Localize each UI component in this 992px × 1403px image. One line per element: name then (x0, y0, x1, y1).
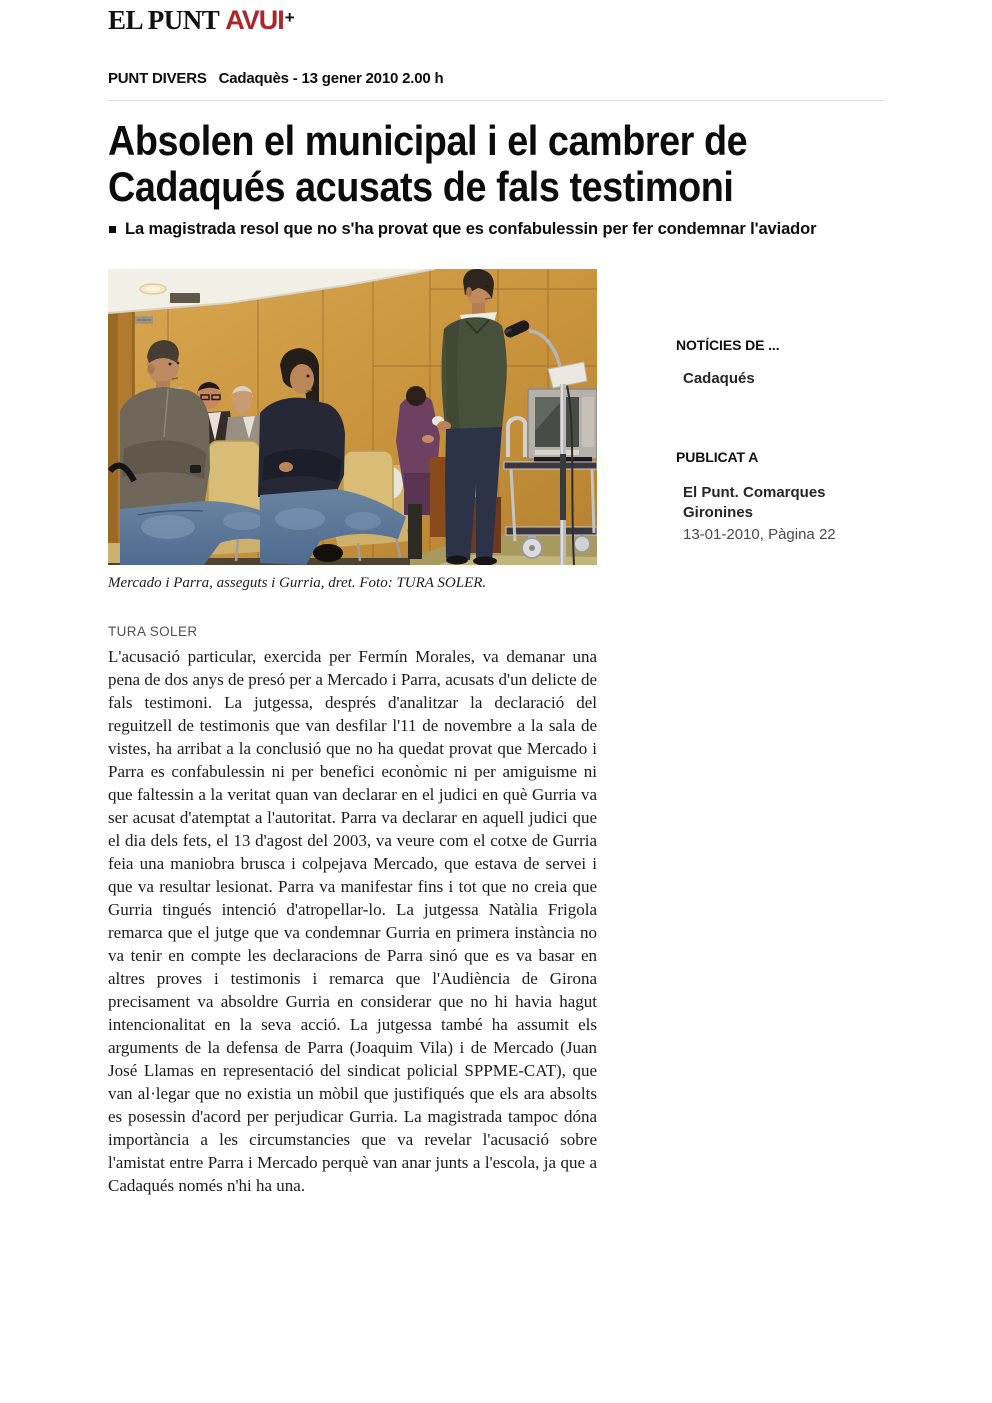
sidebar-topic-link[interactable]: Cadaqués (683, 370, 755, 387)
square-bullet-icon (109, 226, 116, 233)
subhead-text: La magistrada resol que no s'ha provat que es confabulessin per fer condemnar l'aviador (125, 220, 817, 238)
sidebar-published-block (676, 449, 884, 545)
article-column (108, 269, 597, 1214)
brand-logo-plus-icon: + (284, 7, 295, 27)
kicker (108, 70, 884, 87)
dateline: Cadaquès - 13 gener 2010 2.00 h (218, 70, 444, 87)
divider (108, 100, 884, 101)
sidebar-publication-link[interactable]: El Punt. Comarques Gironines (683, 484, 826, 521)
sidebar-published-label: PUBLICAT A (676, 449, 759, 465)
sidebar (676, 269, 884, 545)
page-title: Absolen el municipal i el cambrer de Cadaqués acusats de fals testimoni (108, 117, 748, 210)
photo-caption: Mercado i Parra, asseguts i Gurria, dret. Foto: TURA SOLER. (108, 575, 487, 591)
section-link[interactable]: PUNT DIVERS (108, 70, 207, 87)
brand-logo-elpunt: EL PUNT (108, 5, 220, 35)
article-photo (108, 269, 597, 565)
article-body: L'acusació particular, exercida per Fermín Morales, va demanar una pena de dos anys de presó per a Mercado i Parra, acusats d'un delicte de fals testimoni. La jutgessa, després d'analitzar la declaració del reguitzell de testimonis que van desfilar l'11 de novembre a la sala de vistes, ha arribat a la conclusió que no ha quedat provat que Mercado i Parra es confabulessin ni per benefici econòmic ni per amiguisme ni que faltessin a la veritat quan van declarar en el judici en què Gurria va ser acusat d'atemptat a l'autoritat. Parra va declarar en aquell judici que el dia dels fets, el 13 d'agost del 2003, va veure com el cotxe de Gurria feia una maniobra brusca i colpejava Mercado, que estava de servei i que va resultar lesionat. Parra va manifestar fins i tot que no creia que Gurria tingués intenció d'atropellar-lo. La jutgessa Natàlia Frigola remarca que el jutge que va condemnar Gurria en primera instància no va tenir en compte les declaracions de Parra sinó que es va basar en altres proves i testimonis i remarca que l'Audiència de Girona precisament va absoldre Gurria en considerar que no hi havia hagut intencionalitat en la seva acció. La jutgessa també ha assumit els arguments de la defensa de Parra (Joaquim Vila) i de Mercado (Juan José Llamas en representació del sindicat policial SPPME-CAT), que van al·legar que no existia un mòbil que justifiqués que els ara absolts es posessin d'acord per perjudicar Gurria. La magistrada tampoc dóna importància a les circumstancies que va revelar l'acusació sobre l'amistat entre Parra i Mercado perquè van anar junts a l'escola, ja que a Cadaqués només n'hi ha una. (108, 647, 597, 1195)
sidebar-news-of-label: NOTÍCIES DE ... (676, 337, 780, 353)
byline: TURA SOLER (108, 624, 198, 639)
article-photo-svg (108, 269, 597, 565)
subhead (108, 219, 884, 240)
content-columns (108, 269, 884, 1214)
brand-logo[interactable] (108, 5, 295, 36)
brand-logo-avui: AVUI (225, 5, 284, 35)
masthead (108, 0, 884, 37)
sidebar-publication-date: 13-01-2010, Pàgina 22 (683, 526, 836, 543)
